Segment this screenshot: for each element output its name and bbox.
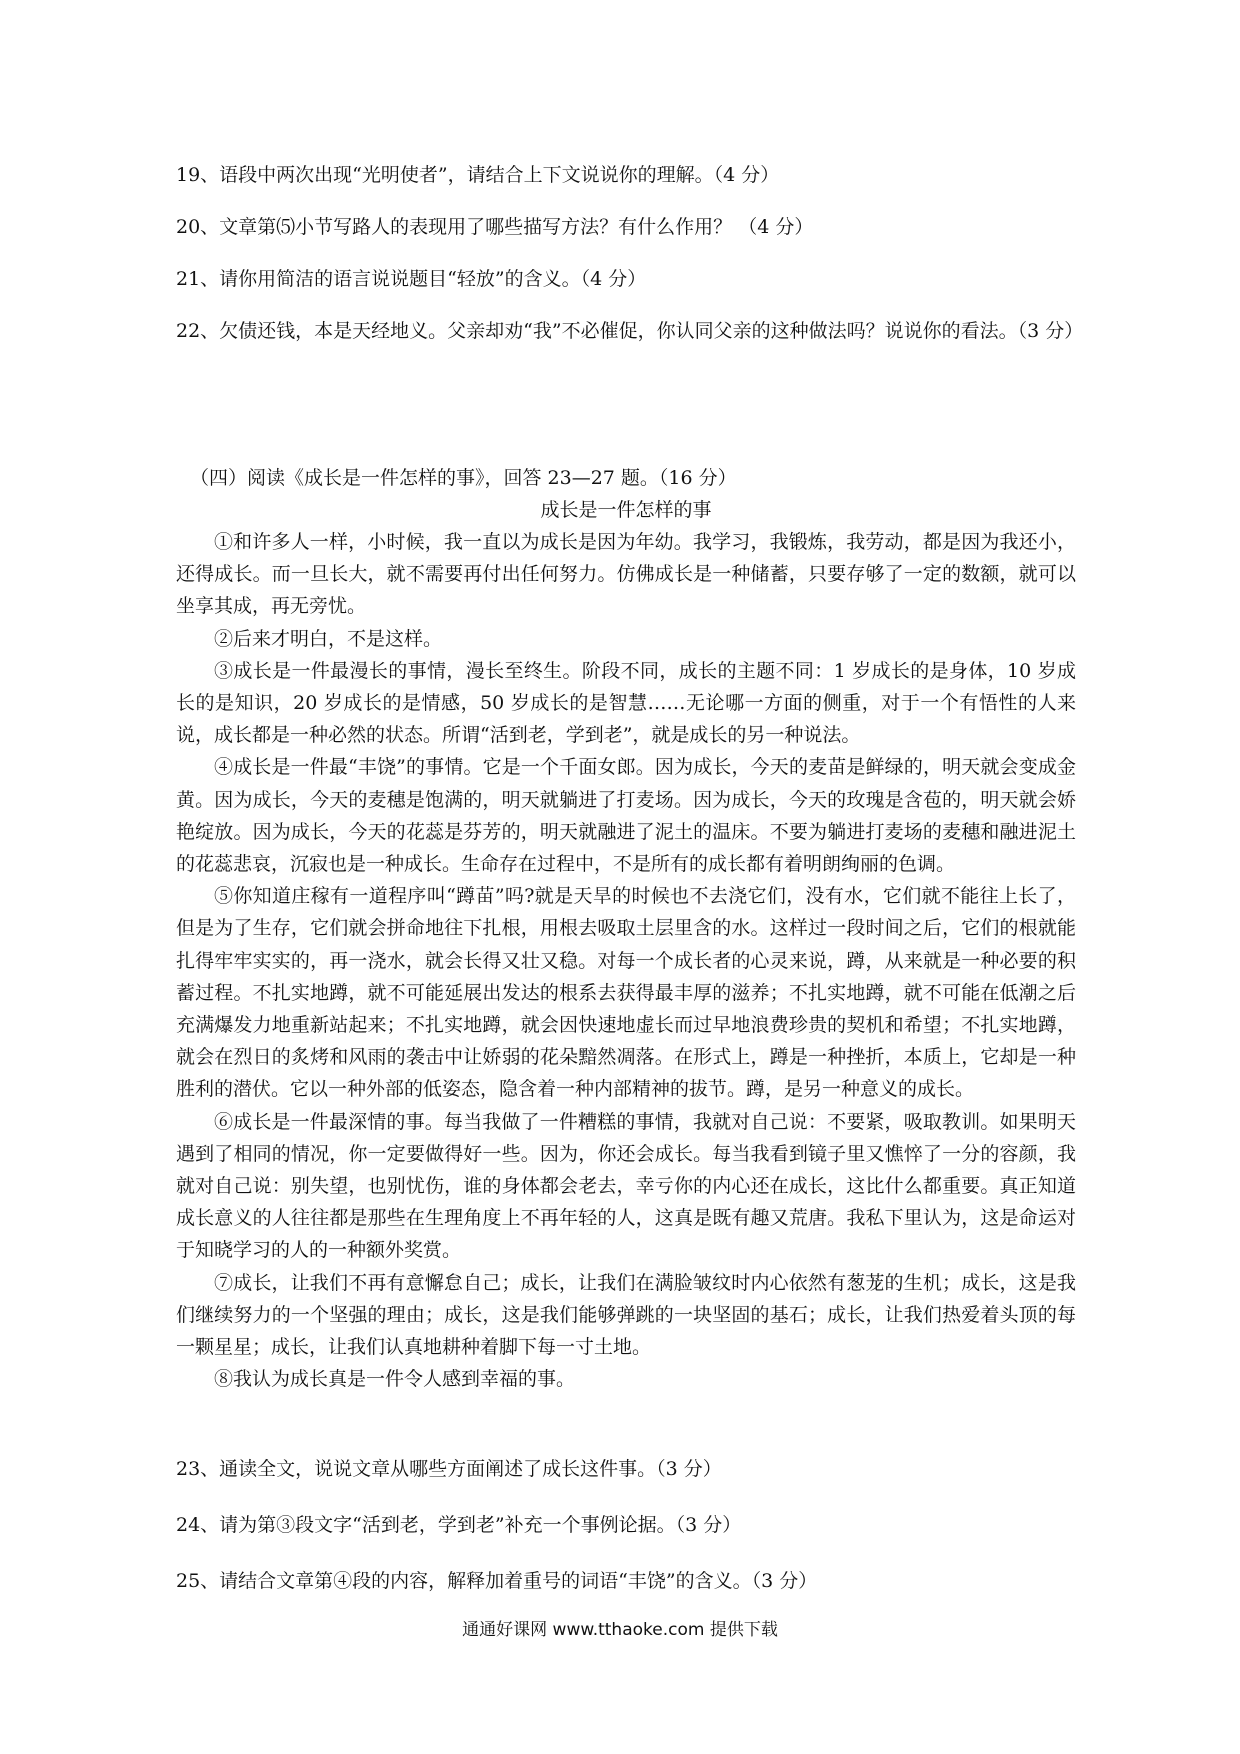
article-title: 成长是一件怎样的事 — [540, 499, 712, 521]
article-paragraph: ⑧我认为成长真是一件令人感到幸福的事。 — [214, 1368, 576, 1391]
article-paragraph: ④成长是一件最“丰饶”的事情。它是一个千面女郎。因为成长，今天的麦苗是鲜绿的，明天就会变成金黄。因为成长，今天的麦穗是饱满的，明天就躺进了打麦场。因为成长，今天的玫瑰是含苞的，明天就会娇艳绽放。因为成长，今天的花蕊是芬芳的，明天就融进了泥土的温床。不要为躺进打麦场的麦穗和融进泥土的花蕊悲哀，沉寂也是一种成长。生命存在过程中，不是所有的成长都有着明朗绚丽的色调。 — [176, 756, 1076, 876]
question-25: 25、请结合文章第④段的内容，解释加着重号的词语“丰饶”的含义。（3 分） — [176, 1570, 818, 1592]
question-19: 19、语段中两次出现“光明使者”，请结合上下文说说你的理解。（4 分） — [176, 164, 780, 186]
article-paragraph: ①和许多人一样，小时候，我一直以为成长是因为年幼。我学习，我锻炼，我劳动，都是因为我还小，还得成长。而一旦长大，就不需要再付出任何努力。仿佛成长是一种储蓄，只要存够了一定的数额，就可以坐享其成，再无旁忧。 — [176, 531, 1076, 618]
article-paragraph: ⑤你知道庄稼有一道程序叫“蹲苗”吗?就是天旱的时候也不去浇它们，没有水，它们就不能往上长了，但是为了生存，它们就会拼命地往下扎根，用根去吸取土层里含的水。这样过一段时间之后，它们的根就能扎得牢牢实实的，再一浇水，就会长得又壮又稳。对每一个成长者的心灵来说，蹲，从来就是一种必要的积蓄过程。不扎实地蹲，就不可能延展出发达的根系去获得最丰厚的滋养；不扎实地蹲，就不可能在低潮之后充满爆发力地重新站起来；不扎实地蹲，就会因快速地虚长而过早地浪费珍贵的契机和希望；不扎实地蹲，就会在烈日的炙烤和风雨的袭击中让娇弱的花朵黯然凋落。在形式上，蹲是一种挫折，本质上，它却是一种胜利的潜伏。它以一种外部的低姿态，隐含着一种内部精神的拔节。蹲，是另一种意义的成长。 — [176, 885, 1076, 1101]
article-body — [176, 526, 1076, 1395]
question-23: 23、通读全文，说说文章从哪些方面阐述了成长这件事。（3 分） — [176, 1458, 722, 1480]
question-22: 22、欠债还钱，本是天经地义。父亲却劝“我”不必催促，你认同父亲的这种做法吗？说说你的看法。（3 分） — [176, 320, 1084, 342]
section-title: （四）阅读《成长是一件怎样的事》，回答 23—27 题。（16 分） — [190, 467, 737, 489]
article-paragraph: ⑥成长是一件最深情的事。每当我做了一件糟糕的事情，我就对自己说：不要紧，吸取教训。如果明天遇到了相同的情况，你一定要做得好一些。因为，你还会成长。每当我看到镜子里又憔悴了一分的容颜，我就对自己说：别失望，也别忧伤，谁的身体都会老去，幸亏你的内心还在成长，这比什么都重要。真正知道成长意义的人往往都是那些在生理角度上不再年轻的人，这真是既有趣又荒唐。我私下里认为，这是命运对于知晓学习的人的一种额外奖赏。 — [176, 1110, 1076, 1262]
article-paragraph: ③成长是一件最漫长的事情，漫长至终生。阶段不同，成长的主题不同：1 岁成长的是身体，10 岁成长的是知识，20 岁成长的是情感，50 岁成长的是智慧……无论哪一方面的侧重，对于一个有悟性的人来说，成长都是一种必然的状态。所谓“活到老，学到老”，就是成长的另一种说法。 — [176, 659, 1076, 747]
question-21: 21、请你用简洁的语言说说题目“轻放”的含义。（4 分） — [176, 268, 647, 290]
article-paragraph: ②后来才明白，不是这样。 — [214, 627, 443, 650]
question-20: 20、文章第⑸小节写路人的表现用了哪些描写方法？有什么作用？ （4 分） — [176, 216, 814, 238]
article-paragraph: ⑦成长，让我们不再有意懈怠自己；成长，让我们在满脸皱纹时内心依然有葱茏的生机；成长，这是我们继续努力的一个坚强的理由；成长，这是我们能够弹跳的一块坚固的基石；成长，让我们热爱着头顶的每一颗星星；成长，让我们认真地耕种着脚下每一寸土地。 — [176, 1271, 1076, 1359]
footer-text: 通通好课网 www.tthaoke.com 提供下载 — [462, 1620, 778, 1640]
question-24: 24、请为第③段文字“活到老，学到老”补充一个事例论据。（3 分） — [176, 1514, 742, 1536]
